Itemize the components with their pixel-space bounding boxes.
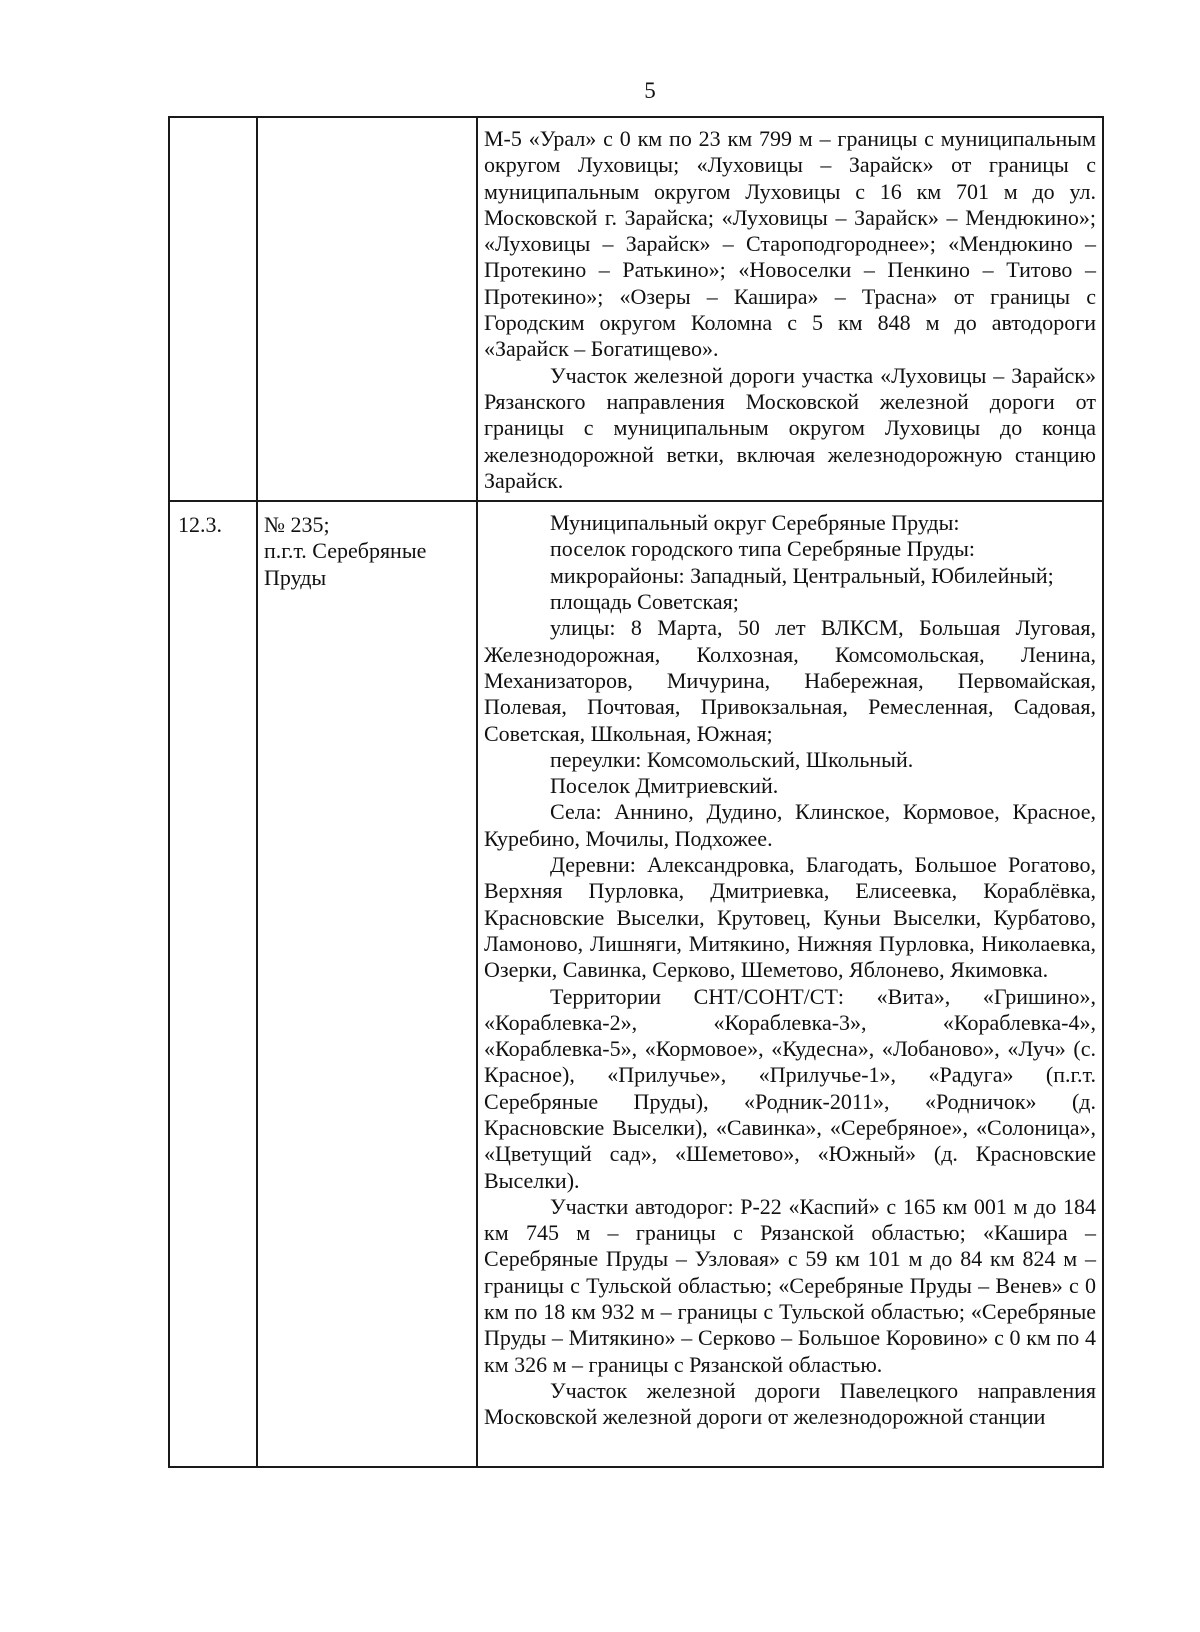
paragraph: микрорайоны: Западный, Центральный, Юбилейный;: [550, 562, 1054, 588]
districts-table: [168, 116, 1104, 1468]
paragraph: Села: Аннино, Дудино, Клинское, Кормовое, Красное, Куребино, Мочилы, Подхожее.: [484, 799, 1096, 851]
paragraph: Поселок Дмитриевский.: [550, 773, 779, 799]
district-text: [258, 502, 476, 591]
paragraph: Участок железной дороги участка «Луховицы – Зарайск» Рязанского направления Московской железной дороги от границы с муниципальным округом Луховицы до конца железнодорожной ветки, включая железнодорожную станцию Зарайск.: [484, 362, 1096, 493]
paragraph: М-5 «Урал» с 0 км по 23 км 799 м – границы с муниципальным округом Луховицы; «Луховицы – Зарайск» от границы с муниципальным округом Луховицы с 16 км 701 м до ул. Московской г. Зарайска; «Луховицы – Зарайск» – Мендюкино»; «Луховицы – Зарайск» – Староподгороднее»; «Мендюкино – Протекино – Ратькино»; «Новоселки – Пенкино – Титово – Протекино»; «Озеры – Кашира» – Трасна» от границы с Городским округом Коломна с 5 км 848 м до автодороги «Зарайск – Богатищево».: [484, 126, 1096, 362]
district-cell: [257, 501, 477, 1467]
district-line: п.г.т. Серебряные: [264, 538, 427, 564]
description-cell: [477, 501, 1103, 1467]
table-row: [169, 117, 1103, 501]
paragraph: Муниципальный округ Серебряные Пруды:: [550, 510, 960, 536]
table-body: [169, 117, 1103, 1467]
district-line: № 235;: [264, 512, 330, 538]
number-cell: [169, 501, 257, 1467]
paragraph: Участки автодорог: Р-22 «Каспий» с 165 км 001 м до 184 км 745 м – границы с Рязанской областью; «Кашира – Серебряные Пруды – Узловая» с 59 км 101 м до 84 км 824 м – границы с Тульской областью; «Серебряные Пруды – Венев» с 0 км по 18 км 932 м – границы с Тульской областью; «Серебряные Пруды – Митякино» – Серково – Большое Коровино» с 0 км по 4 км 326 м – границы с Рязанской областью.: [484, 1193, 1096, 1377]
paragraph: Территории СНТ/СОНТ/СТ: «Вита», «Гришино», «Кораблевка-2», «Кораблевка-3», «Кораблевка-4», «Кораблевка-5», «Кормовое», «Кудесна», «Лобаново», «Луч» (с. Красное), «Прилучье», «Прилучье-1», «Радуга» (п.г.т. Серебряные Пруды), «Родник-2011», «Родничок» (д. Красновские Выселки), «Савинка», «Серебряное», «Солоница», «Цветущий сад», «Шеметово», «Южный» (д. Красновские Выселки).: [484, 983, 1096, 1193]
paragraph: поселок городского типа Серебряные Пруды:: [550, 536, 975, 562]
row-number: [170, 118, 256, 128]
page-number: 5: [644, 78, 656, 103]
paragraph: Деревни: Александровка, Благодать, Большое Рогатово, Верхняя Пурловка, Дмитриевка, Елисеевка, Кораблёвка, Красновские Выселки, Крутовец, Куньи Выселки, Курбатово, Ламоново, Лишняги, Митякино, Нижняя Пурловка, Николаевка, Озерки, Савинка, Серково, Шеметово, Яблонево, Якимовка.: [484, 852, 1096, 983]
description-cell: [477, 117, 1103, 501]
number-cell: [169, 117, 257, 501]
paragraph: Участок железной дороги Павелецкого направления Московской железной дороги от железнодорожной станции: [484, 1377, 1096, 1430]
paragraph: переулки: Комсомольский, Школьный.: [550, 746, 914, 772]
district-line: Пруды: [264, 564, 327, 590]
district-cell: [257, 117, 477, 501]
description-text: [478, 502, 1102, 1436]
table-row: [169, 501, 1103, 1467]
paragraph: улицы: 8 Марта, 50 лет ВЛКСМ, Большая Луговая, Железнодорожная, Колхозная, Комсомольская, Ленина, Механизаторов, Мичурина, Набережная, Первомайская, Полевая, Почтовая, Привокзальная, Ремесленная, Садовая, Советская, Школьная, Южная;: [484, 615, 1096, 746]
row-number: 12.3.: [178, 512, 222, 538]
paragraph: площадь Советская;: [550, 589, 739, 615]
description-text: [478, 118, 1102, 500]
district-text: [258, 118, 476, 128]
